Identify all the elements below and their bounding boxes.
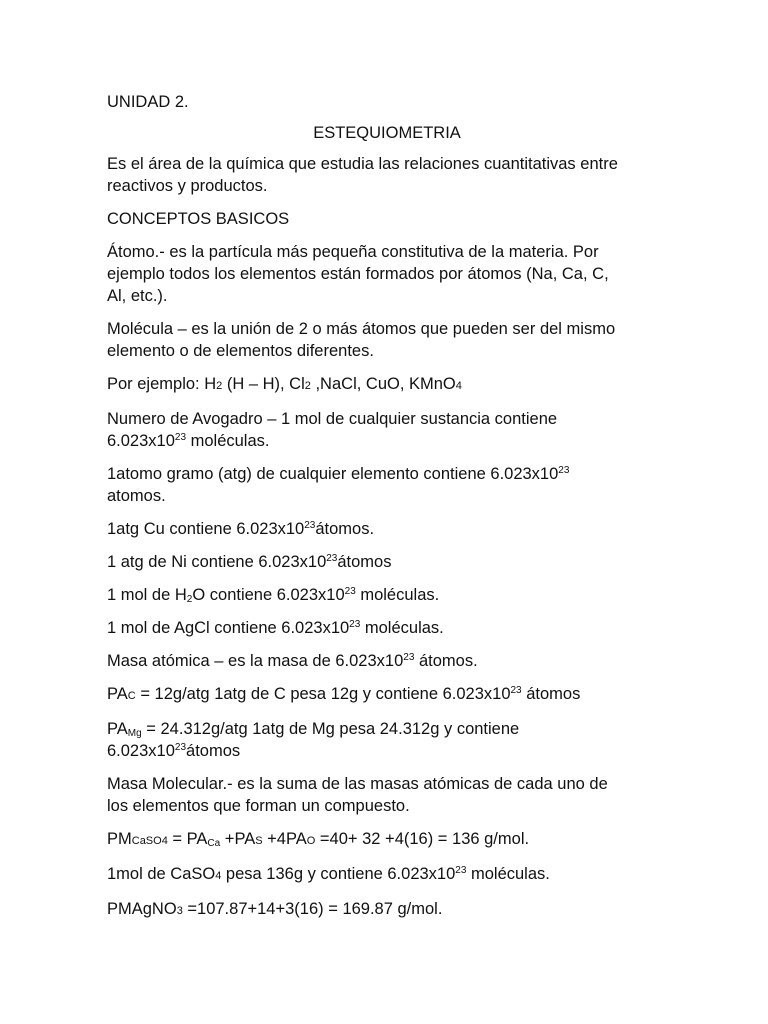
ejemplo-line — [107, 373, 667, 397]
masa-atomica-unit: átomos. — [414, 652, 478, 670]
pmcaso4-text: = PA — [167, 830, 208, 848]
caso4-text: pesa 136g y contiene 6.023x10 — [221, 865, 456, 883]
intro-paragraph — [107, 153, 667, 197]
pac-text: = 12g/atg 1atg de C pesa 12g y contiene 6.023x10 — [135, 685, 511, 703]
superscript: 23 — [344, 586, 356, 597]
agcl-unit: moléculas. — [360, 619, 444, 637]
page-title: ESTEQUIOMETRIA — [313, 124, 461, 142]
number-base: 6.023x10 — [107, 432, 175, 450]
subscript: C — [127, 690, 136, 702]
pmagno3-line — [107, 898, 667, 922]
number-unit: moléculas. — [186, 432, 270, 450]
pamg-line — [107, 718, 667, 740]
superscript: 23 — [455, 865, 467, 876]
avogadro-paragraph — [107, 408, 667, 452]
atomo-line: Átomo.- es la partícula más pequeña constitutiva de la materia. Por — [107, 243, 599, 261]
superscript: 23 — [304, 520, 316, 531]
superscript: 23 — [403, 652, 415, 663]
superscript: 23 — [174, 742, 187, 753]
superscript: 23 — [510, 685, 522, 696]
subscript: CaSO4 — [131, 835, 168, 847]
superscript: 23 — [174, 432, 187, 443]
atg-text: 1atomo gramo (atg) de cualquier elemento contiene 6.023x10 — [107, 465, 559, 483]
number-unit: átomos — [186, 742, 241, 760]
atg-paragraph — [107, 463, 667, 507]
subscript: O — [306, 835, 316, 847]
avogadro-line: Numero de Avogadro – 1 mol de cualquier sustancia contiene — [107, 410, 558, 428]
subscript: 4 — [215, 870, 222, 882]
cu-line — [107, 518, 667, 540]
unit-heading: UNIDAD 2. — [107, 93, 189, 111]
ejemplo-text: ,NaCl, CuO, KMnO — [310, 375, 456, 393]
h2o-text: 1 mol de H — [107, 586, 187, 604]
atomo-line: Al, etc.). — [107, 287, 168, 305]
number-base: 6.023x10 — [107, 742, 175, 760]
agcl-text: 1 mol de AgCl contiene 6.023x10 — [107, 619, 350, 637]
pmcaso4-line — [107, 828, 667, 852]
subscript: 3 — [176, 905, 183, 917]
molecula-line: elemento o de elementos diferentes. — [107, 342, 374, 360]
subscript: 4 — [455, 380, 462, 392]
ni-text: 1 atg de Ni contiene 6.023x10 — [107, 553, 327, 571]
pamg-paragraph — [107, 718, 667, 762]
subscript: 2 — [216, 380, 223, 392]
intro-line: Es el área de la química que estudia las relaciones cuantitativas entre — [107, 155, 618, 173]
subscript: S — [255, 835, 263, 847]
ejemplo-text: (H – H), Cl — [222, 375, 305, 393]
molecula-line: Molécula – es la unión de 2 o más átomos que pueden ser del mismo — [107, 320, 616, 338]
caso4-mol-line — [107, 863, 667, 887]
subscript: 2 — [304, 380, 311, 392]
intro-line: reactivos y productos. — [107, 177, 268, 195]
h2o-unit: moléculas. — [355, 586, 440, 604]
atomo-paragraph — [107, 241, 667, 307]
pmagno3-text: PMAgNO — [107, 900, 177, 918]
section-heading: CONCEPTOS BASICOS — [107, 210, 290, 228]
ni-unit: átomos — [337, 553, 392, 571]
ni-line — [107, 551, 667, 573]
masa-molecular-line: Masa Molecular.- es la suma de las masas atómicas de cada uno de — [107, 775, 608, 793]
pmcaso4-text: +4PA — [262, 830, 307, 848]
pmcaso4-text: PM — [107, 830, 132, 848]
pmagno3-text: =107.87+14+3(16) = 169.87 g/mol. — [182, 900, 443, 918]
caso4-text: 1mol de CaSO — [107, 865, 216, 883]
cu-unit: átomos. — [315, 520, 375, 538]
pac-text: PA — [107, 685, 128, 703]
masa-molecular-line: los elementos que forman un compuesto. — [107, 797, 410, 815]
h2o-line — [107, 584, 667, 606]
cu-text: 1atg Cu contiene 6.023x10 — [107, 520, 305, 538]
subscript: Ca — [207, 838, 221, 849]
masa-atomica-line — [107, 650, 667, 672]
subscript: Mg — [127, 728, 142, 739]
masa-atomica-text: Masa atómica – es la masa de 6.023x10 — [107, 652, 404, 670]
atg-line — [107, 463, 667, 485]
pac-line — [107, 683, 667, 707]
ejemplo-text: Por ejemplo: H — [107, 375, 217, 393]
pamg-text: = 24.312g/atg 1atg de Mg pesa 24.312g y contiene — [141, 720, 520, 738]
pac-unit: átomos — [521, 685, 581, 703]
caso4-unit: moléculas. — [466, 865, 550, 883]
pmcaso4-text: +PA — [220, 830, 256, 848]
subscript: 2 — [186, 594, 193, 605]
pamg-text: PA — [107, 720, 128, 738]
agcl-line — [107, 617, 667, 639]
pamg-line — [107, 740, 667, 762]
masa-molecular-paragraph — [107, 773, 667, 817]
atg-line: atomos. — [107, 487, 166, 505]
molecula-paragraph — [107, 318, 667, 362]
avogadro-line — [107, 430, 667, 452]
superscript: 23 — [349, 619, 361, 630]
superscript: 23 — [558, 465, 570, 476]
h2o-text: O contiene 6.023x10 — [192, 586, 345, 604]
atomo-line: ejemplo todos los elementos están formados por átomos (Na, Ca, C, — [107, 265, 609, 283]
pmcaso4-text: =40+ 32 +4(16) = 136 g/mol. — [315, 830, 530, 848]
document-body — [107, 91, 667, 922]
superscript: 23 — [326, 553, 338, 564]
